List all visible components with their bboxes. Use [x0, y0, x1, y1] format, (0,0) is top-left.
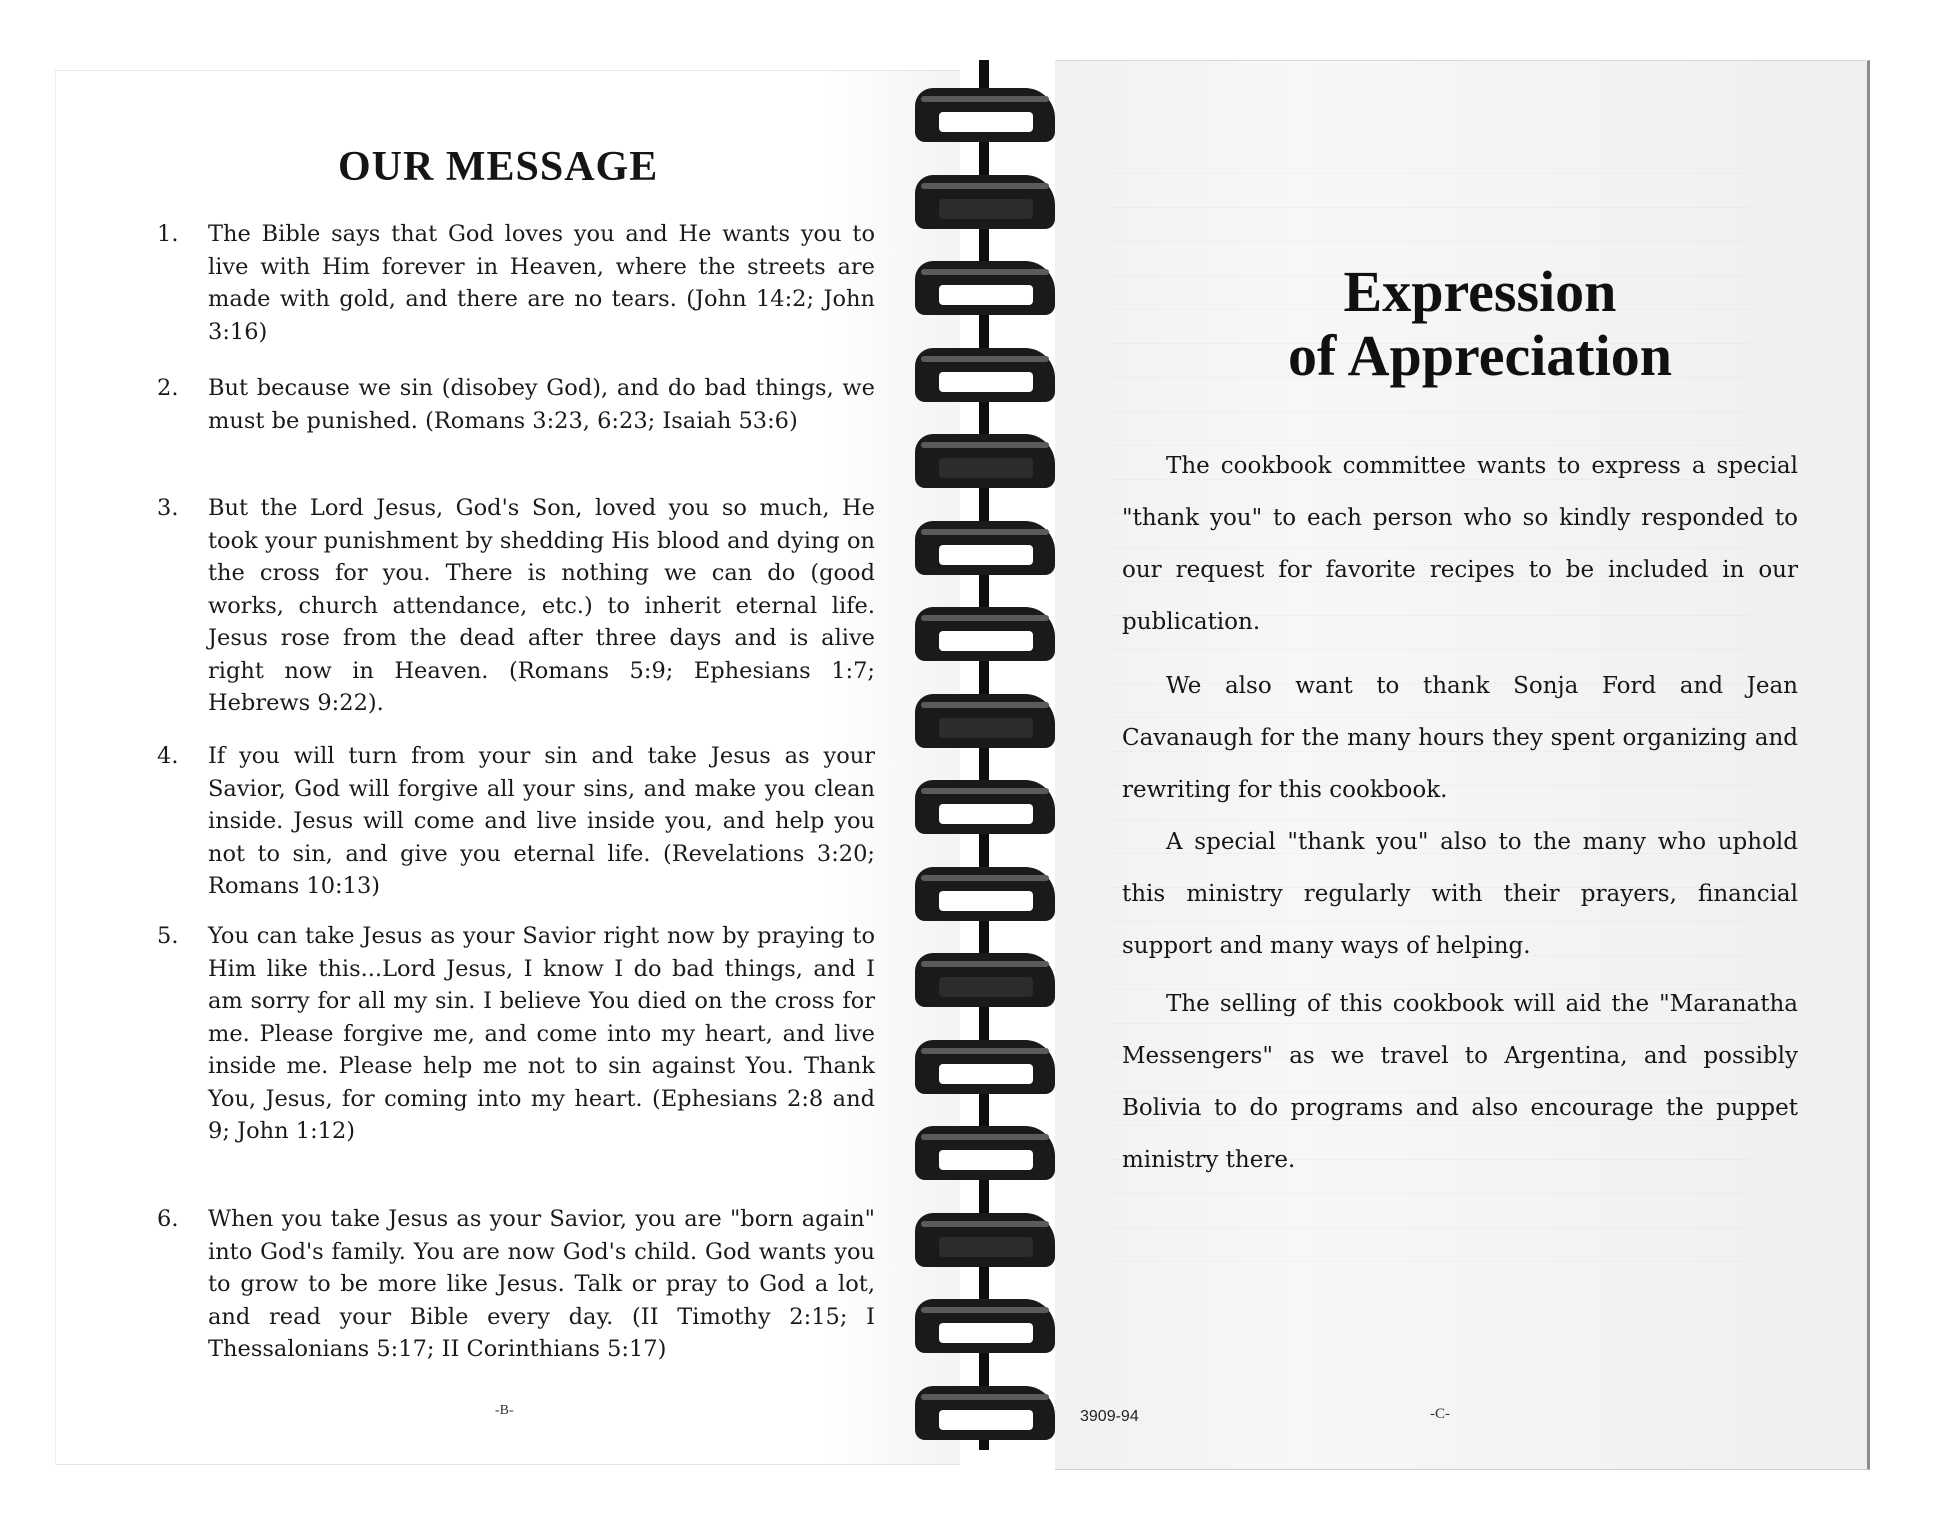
item-number: 6.: [157, 1206, 179, 1232]
binding-coil: [915, 686, 1055, 750]
binding-coil: [915, 253, 1055, 317]
appreciation-paragraph-1: The cookbook committee wants to express a special "thank you" to each person who so kindly responded to our request for favorite recipes to be included in our publication.: [1122, 453, 1798, 635]
binding-coil: [915, 1118, 1055, 1182]
binding-coil: [915, 945, 1055, 1009]
message-item-2: [157, 372, 875, 437]
message-item-6: [157, 1203, 875, 1366]
binding-coil: [915, 1032, 1055, 1096]
message-item-1: [157, 218, 875, 348]
page-number-b: -B-: [495, 1403, 514, 1418]
appreciation-paragraph-2: We also want to thank Sonja Ford and Jean Cavanaugh for the many hours they spent organizing and rewriting for this cookbook.: [1122, 673, 1798, 803]
item-text: But the Lord Jesus, God's Son, loved you so much, He took your punishment by shedding His blood and dying on the cross for you. There is nothing we can do (good works, church attendance, etc.) to inherit eternal life. Jesus rose from the dead after three days and is alive right now in Heaven. (Romans 5:9; Ephesians 1:7; Hebrews 9:22).: [208, 495, 875, 716]
item-text: The Bible says that God loves you and He wants you to live with Him forever in Heaven, where the streets are made with gold, and there are no tears. (John 14:2; John 3:16): [208, 221, 875, 345]
binding-coil: [915, 1291, 1055, 1355]
binding-coil: [915, 340, 1055, 404]
item-number: 5.: [157, 923, 179, 949]
message-item-5: [157, 920, 875, 1148]
page-number-c: -C-: [1430, 1406, 1450, 1422]
binding-coil: [915, 599, 1055, 663]
title-line-2: of Appreciation: [1288, 323, 1672, 388]
item-text: If you will turn from your sin and take Jesus as your Savior, God will forgive all your sins, and make you clean inside. Jesus will come and live inside you, and help you not to sin, and give you eternal life. (Revelations 3:20; Romans 10:13): [208, 743, 875, 899]
page-title-expression-of-appreciation: [1245, 260, 1715, 388]
binding-coil: [915, 1205, 1055, 1269]
appreciation-paragraph-4: The selling of this cookbook will aid the "Maranatha Messengers" as we travel to Argentina, and possibly Bolivia to do programs and also encourage the puppet ministry there.: [1122, 991, 1798, 1173]
item-text: You can take Jesus as your Savior right now by praying to Him like this...Lord Jesus, I know I do bad things, and I am sorry for all my sin. I believe You died on the cross for me. Please forgive me, and come into my heart, and live inside me. Please help me not to sin against You. Thank You, Jesus, for coming into my heart. (Ephesians 2:8 and 9; John 1:12): [208, 923, 875, 1144]
item-number: 4.: [157, 743, 179, 769]
binding-coil: [915, 167, 1055, 231]
print-code: 3909-94: [1080, 1408, 1139, 1425]
message-item-3: [157, 492, 875, 720]
binding-coil: [915, 513, 1055, 577]
binding-coil: [915, 80, 1055, 144]
binding-coil: [915, 1378, 1055, 1442]
item-number: 1.: [157, 221, 179, 247]
item-number: 3.: [157, 495, 179, 521]
item-number: 2.: [157, 375, 179, 401]
title-line-1: Expression: [1343, 259, 1617, 324]
page-title-our-message: OUR MESSAGE: [338, 144, 659, 190]
binding-coil: [915, 859, 1055, 923]
item-text: But because we sin (disobey God), and do bad things, we must be punished. (Romans 3:23, 6:23; Isaiah 53:6): [208, 375, 875, 434]
item-text: When you take Jesus as your Savior, you are "born again" into God's family. You are now God's child. God wants you to grow to be more like Jesus. Talk or pray to God a lot, and read your Bible every day. (II Timothy 2:15; I Thessalonians 5:17; II Corinthians 5:17): [208, 1206, 875, 1362]
message-item-4: [157, 740, 875, 903]
binding-coil: [915, 772, 1055, 836]
binding-coil: [915, 426, 1055, 490]
appreciation-paragraph-3: A special "thank you" also to the many who uphold this ministry regularly with their prayers, financial support and many ways of helping.: [1122, 829, 1798, 959]
spiral-binding: [905, 60, 1065, 1450]
